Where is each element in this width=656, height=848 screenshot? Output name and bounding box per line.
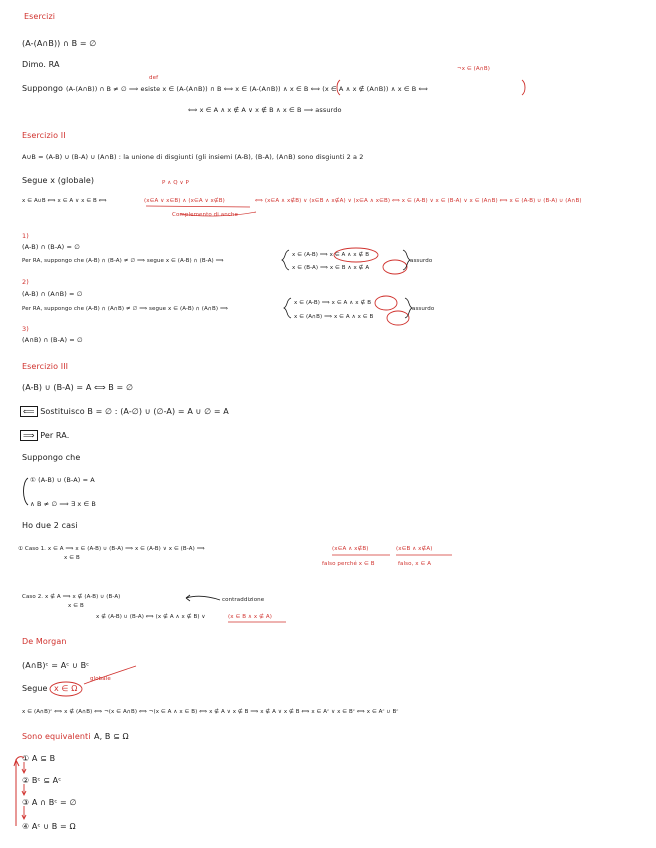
eq-item-3: ③ A ∩ Bᶜ = ∅: [22, 798, 77, 807]
ex3-case2-line: x ∉ (A-B) ∪ (B-A) ⟺ (x ∉ A ∧ x ∉ B) ∨: [96, 614, 206, 620]
eq-cycle-arrowhead: [14, 760, 19, 766]
ex2-line-red: (x∈A ∨ x∈B) ∧ (x∈A ∨ x∉B): [144, 198, 225, 204]
eq-item-2: ② Bᶜ ⊆ Aᶜ: [22, 776, 62, 785]
ex2-sugg: Segue x (globale): [22, 176, 95, 185]
ex2-s2-proof: Per RA, suppongo che (A-B) ∩ (A∩B) ≠ ∅ ⟹ segue x ∈ (A-B) ∩ (A∩B) ⟹: [22, 306, 228, 312]
ex2-s1-b: x ∈ (B-A) ⟹ x ∈ B ∧ x ∉ A: [292, 265, 370, 271]
dm-statement: (A∩B)ᶜ = Aᶜ ∪ Bᶜ: [22, 661, 90, 670]
ex3-case1-red1: (x∈A ∧ x∉B): [332, 546, 369, 552]
eq-item-1: ① A ⊆ B: [22, 754, 56, 763]
ex3-right-box: ⟹: [20, 430, 38, 441]
eq-given: A, B ⊆ Ω: [94, 732, 129, 741]
ex3-h1: ① (A-B) ∪ (B-A) = A: [30, 476, 95, 484]
ex2-s2-stmt: (A-B) ∩ (A∩B) = ∅: [22, 290, 83, 298]
ex2-s2-label: 2): [22, 278, 29, 286]
ex2-s2-brace-right: [405, 298, 412, 318]
ex1-demo: Dimo. RA: [22, 60, 60, 69]
dm-sugg-red: x ∈ Ω: [54, 684, 78, 693]
ex3-case1-note1: falso perché x ∈ B: [322, 561, 375, 567]
ex1-above-red: ¬x ∈ (A∩B): [457, 66, 491, 72]
ex2-s2-b: x ∈ (A∩B) ⟹ x ∈ A ∧ x ∈ B: [294, 314, 374, 320]
ex1-line1: (A-(A∩B)) ∩ B ≠ ∅ ⟹ esiste x ∈ (A-(A∩B)) ∩ B ⟺ x ∈ (A-(A∩B)) ∧ x ∈ B ⟺ (x ∈ A ∧ x ∉ (A∩B)) ∧ x ∈ B ⟺: [66, 85, 428, 93]
ex2-s2-brace-left: [284, 298, 291, 318]
ex1-red-bracket-right: [522, 80, 525, 95]
ex2-underline: [146, 206, 250, 207]
ex3-case1-sub: x ∈ B: [64, 555, 80, 561]
ex3-right: [20, 431, 69, 441]
ex3-case2-sub: x ∈ B: [68, 603, 84, 609]
ex1-above-step: def: [149, 75, 159, 81]
ex3-case2-arrowhead: [186, 595, 190, 601]
ex2-s1-a: x ∈ (A-B) ⟹ x ∈ A ∧ x ∉ B: [292, 252, 370, 258]
ex2-s1-brace-right: [403, 250, 410, 270]
eq-arrowhead-3-4: [22, 815, 26, 819]
ex2-s2-oval-1: [375, 296, 397, 310]
dm-title: De Morgan: [22, 637, 67, 646]
ex3-right-text: Per RA.: [40, 431, 70, 440]
ex2-s1-stmt: (A-B) ∩ (B-A) = ∅: [22, 243, 80, 251]
ex1-line2: ⟺ x ∈ A ∧ x ∉ A ∨ x ∉ B ∧ x ∈ B ⟹ assurdo: [188, 106, 342, 114]
ex3-left-text: Sostituisco B = ∅ : (A-∅) ∪ (∅-A) = A ∪ ∅ = A: [40, 407, 229, 416]
eq-title: Sono equivalenti: [22, 732, 91, 741]
ex2-s2-end: assurdo: [412, 306, 435, 312]
dm-sugg: Segue: [22, 684, 48, 693]
ex3-h2: ∧ B ≠ ∅ ⟹ ∃ x ∈ B: [30, 500, 96, 508]
ex2-s1-brace-left: [282, 250, 289, 270]
ex3-case2-note: contraddizione: [222, 597, 265, 603]
ex1-title: Esercizi: [24, 12, 56, 21]
ex3-cases: Ho due 2 casi: [22, 521, 78, 530]
ex2-s1-end: assurdo: [410, 258, 433, 264]
dm-line: x ∈ (A∩B)ᶜ ⟺ x ∉ (A∩B) ⟺ ¬(x ∈ A∩B) ⟺ ¬(x ∈ A ∧ x ∈ B) ⟺ x ∉ A ∨ x ∉ B ⟹ x ∉ A ∨ x ∉ B ⟺ x ∈ Aᶜ ∨ x ∈ Bᶜ ⟺ x ∈ Aᶜ ∪ Bᶜ: [22, 709, 399, 715]
ex3-case2-red: (x ∈ B ∧ x ∉ A): [228, 614, 272, 620]
ex3-case2: Caso 2. x ∉ A ⟹ x ∉ (A-B) ∪ (B-A): [22, 594, 121, 600]
ex3-case1: ① Caso 1. x ∈ A ⟹ x ∈ (A-B) ∪ (B-A) ⟹ x ∈ (A-B) ∨ x ∈ (B-A) ⟹: [18, 546, 205, 552]
ex2-note: Complemento di anche: [172, 212, 238, 218]
eq-arrowhead-1-2: [22, 769, 26, 773]
ex3-case1-red2: (x∈B ∧ x∉A): [396, 546, 433, 552]
ex2-s2-a: x ∈ (A-B) ⟹ x ∈ A ∧ x ∉ B: [294, 300, 372, 306]
ex3-statement: (A-B) ∪ (B-A) = A ⟺ B = ∅: [22, 383, 134, 392]
ex2-line-main: x ∈ A∪B ⟺ x ∈ A ∨ x ∈ B ⟺: [22, 198, 107, 204]
eq-arrowhead-2-3: [22, 791, 26, 795]
ex3-brace: [24, 478, 29, 505]
ex3-suppose: Suppongo che: [22, 453, 81, 462]
dm-sugg-note: globale: [90, 676, 111, 682]
ex3-left: [20, 407, 229, 417]
ex3-case1-note2: falso, x ∈ A: [398, 561, 432, 567]
ex1-suppose: Suppongo: [22, 84, 64, 93]
eq-item-4: ④ Aᶜ ∪ B = Ω: [22, 822, 76, 831]
ex3-case2-arrow: [186, 596, 220, 600]
ex2-s1-label: 1): [22, 232, 29, 240]
ex2-s1-oval-2: [383, 260, 407, 274]
ex2-s3-label: 3): [22, 325, 29, 333]
ex2-statement: A∪B = (A-B) ∪ (B-A) ∪ (A∩B) : la unione di disgiunti (gli insiemi (A-B), (B-A), (A∩B) sono disgiunti 2 a 2: [22, 153, 364, 161]
ex3-left-box: ⟸: [20, 406, 38, 417]
ex2-s3-stmt: (A∩B) ∩ (B-A) = ∅: [22, 336, 83, 344]
ex2-line-rest: ⟺ (x∈A ∧ x∉B) ∨ (x∈B ∧ x∉A) ∨ (x∈A ∧ x∈B) ⟺ x ∈ (A-B) ∨ x ∈ (B-A) ∨ x ∈ (A∩B) ⟺ x ∈ (A-B) ∪ (B-A) ∪ (A∩B): [255, 198, 582, 204]
ex2-title: Esercizio II: [22, 131, 66, 140]
ex2-s1-proof: Per RA, suppongo che (A-B) ∩ (B-A) ≠ ∅ ⟹ segue x ∈ (A-B) ∩ (B-A) ⟹: [22, 258, 224, 264]
ex2-s2-oval-2: [387, 311, 409, 325]
ex1-statement: (A-(A∩B)) ∩ B = ∅: [22, 39, 97, 48]
ex3-title: Esercizio III: [22, 362, 69, 371]
ex2-pq-label: P ∧ Q ∨ P: [162, 180, 189, 186]
